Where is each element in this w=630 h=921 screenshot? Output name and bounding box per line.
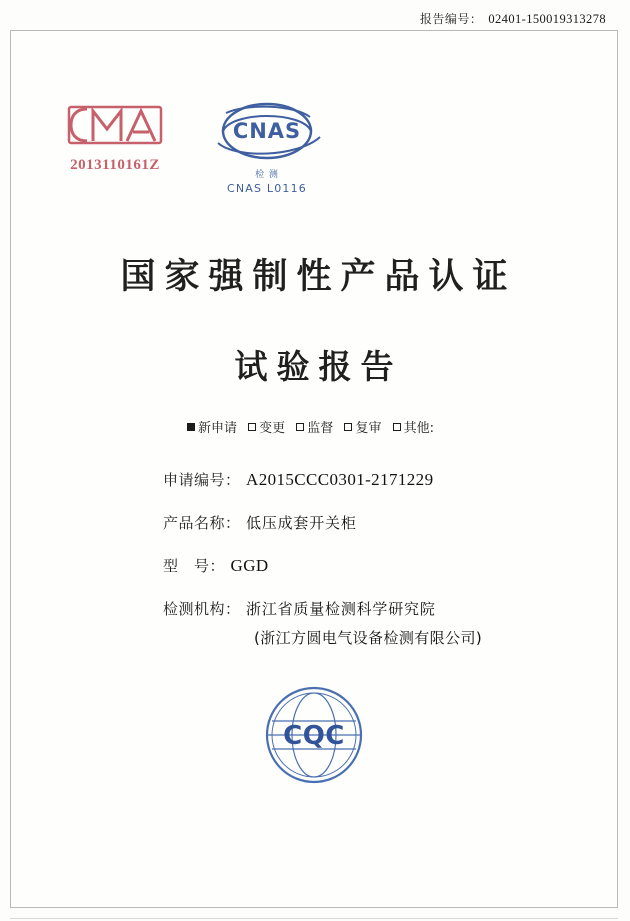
application-type-label: 复审: [355, 421, 382, 436]
page-title: 国家强制性产品认证: [120, 256, 517, 297]
field-label: 型 号: [163, 557, 210, 575]
field-colon: ：: [225, 600, 241, 618]
field-value: 低压成套开关柜: [246, 514, 357, 532]
field-value: 浙江省质量检测科学研究院: [246, 600, 436, 618]
cma-mark-icon: [67, 103, 163, 147]
checkbox-icon[interactable]: [296, 423, 304, 431]
cqc-seal-icon: [262, 683, 366, 787]
application-type-option-2[interactable]: [296, 417, 333, 436]
checkbox-icon[interactable]: [344, 423, 352, 431]
cnas-sub-label: 检 测: [255, 170, 279, 180]
accreditation-marks: [47, 99, 347, 209]
report-number: [420, 10, 606, 27]
field-colon: ：: [209, 557, 225, 575]
application-type-label: 变更: [259, 421, 286, 436]
report-number-label: 报告编号：: [419, 12, 483, 26]
document-frame: [10, 30, 618, 908]
field-colon: ：: [225, 471, 241, 489]
application-type-option-0[interactable]: [187, 417, 237, 436]
application-type-option-4[interactable]: [393, 417, 434, 436]
field-value: (浙江方圆电气设备检测有限公司): [254, 629, 483, 647]
report-number-value: 02401-150019313278: [488, 12, 606, 26]
field-application-number: [11, 469, 617, 490]
checkbox-icon[interactable]: [248, 423, 256, 431]
field-testing-agency: [11, 598, 617, 619]
field-label: 检测机构: [163, 600, 226, 618]
checkbox-icon[interactable]: [393, 423, 401, 431]
field-colon: ：: [225, 514, 241, 532]
application-type-option-3[interactable]: [344, 417, 381, 436]
field-list: [11, 469, 617, 670]
svg-text:CQC: CQC: [283, 721, 345, 751]
page-subtitle: 试验报告: [234, 347, 403, 386]
field-value: GGD: [230, 556, 269, 575]
field-label: 产品名称: [163, 514, 226, 532]
field-label: 申请编号: [163, 471, 226, 489]
svg-text:CNAS: CNAS: [232, 119, 302, 143]
field-product-name: [11, 512, 617, 533]
cma-mark: [55, 103, 175, 174]
application-type-label: 其他:: [403, 421, 434, 436]
checkbox-icon[interactable]: [187, 423, 195, 431]
cnas-mark-icon: [202, 99, 332, 171]
cnas-mark: [197, 99, 337, 195]
application-type-row: [11, 417, 617, 436]
paper-edge: [10, 918, 618, 919]
field-model: [11, 555, 617, 576]
application-type-label: 监督: [307, 421, 334, 436]
field-testing-agency-second-line: [11, 627, 617, 648]
field-value: A2015CCC0301-2171229: [246, 470, 434, 489]
application-type-option-1[interactable]: [248, 417, 285, 436]
cnas-id: CNAS L0116: [226, 182, 308, 195]
cma-code: 2013110161Z: [70, 157, 160, 173]
application-type-label: 新申请: [197, 421, 237, 436]
